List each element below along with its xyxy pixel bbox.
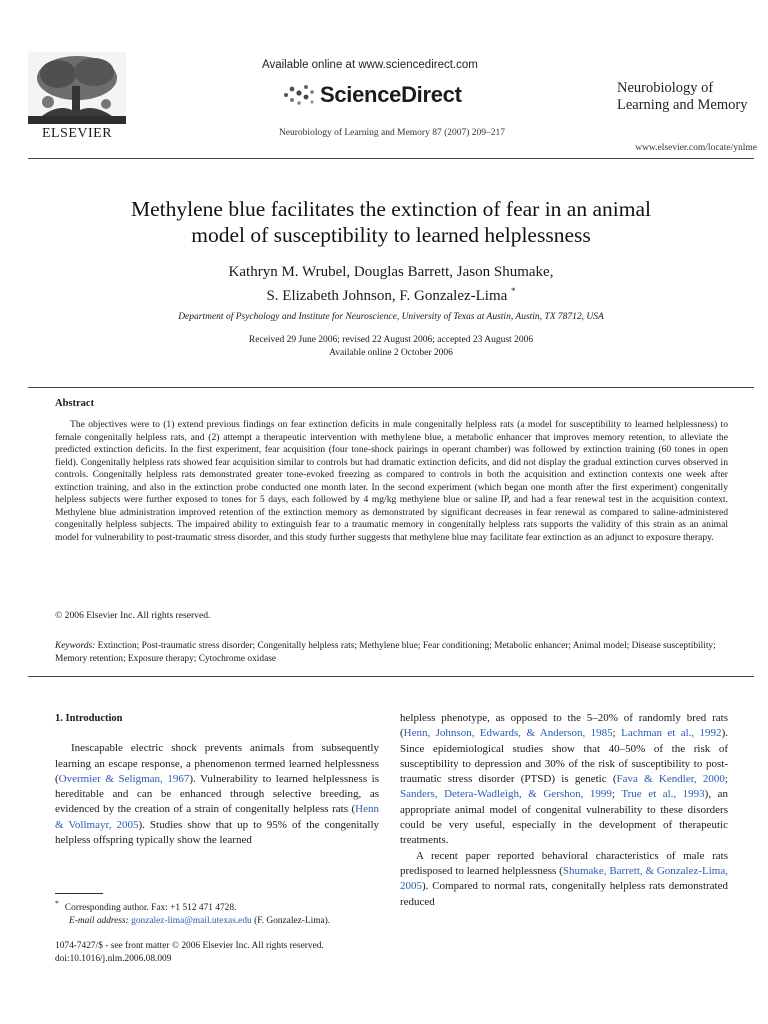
keywords — [55, 640, 728, 665]
sciencedirect-logo — [282, 80, 462, 110]
received-dates: Received 29 June 2006; revised 22 August 2006; accepted 23 August 2006 — [248, 335, 534, 345]
title-line2: model of susceptibility to learned helplessness — [191, 223, 591, 247]
elsevier-tree-logo — [28, 52, 126, 124]
footnote-divider — [55, 893, 103, 894]
journal-name-line2: Learning and Memory — [617, 97, 748, 113]
ref-shumake-2005[interactable]: Shumake, Barrett, & Gonzalez-Lima, 2005 — [400, 864, 728, 893]
affiliation: Department of Psychology and Institute for Neuroscience, University of Texas at Austin, Austin, TX 78712, USA — [178, 312, 604, 322]
abstract-text: The objectives were to (1) extend previous findings on fear extinction deficits in male congenitally helpless rats (a model for susceptibility to learned helplessness) to female congenitally helpless rats, and (2) attempt a therapeutic intervention with methylene blue, a metabolic enhancer that improves memory retention, to alleviate the predicted extinction deficits. In the first experiment, fear acquisition (four tone-shock pairings in operant chamber) was followed by extinction training (60 tones in open field). Congenitally helpless rats showed fear acquisition similar to controls but had dramatic extinction deficits, and did not display the gradual extinction curves observed in controls. Congenitally helpless rats demonstrated greater tone-evoked freezing as compared to controls in both the acquisition and extinction contexts one week after extinction training, and also in the extinction probe conducted one month later. In the second experiment (which began one month after the first experiment) congenitally helpless subjects were further exposed to tones for 5 days, each followed by 4 mg/kg methylene blue or saline IP, and had a fear renewal test in the acquisition context. Methylene blue administration improved retention of the extinction memory as demonstrated by significant decreases in fear renewal as compared to saline-administered congenitally helpless subjects. The impaired ability to extinguish fear to a traumatic memory in congenitally helpless rats supports the validity of this strain as an animal model for vulnerability to post-traumatic stress disorder, and this study further suggests that methylene blue may facilitate fear extinction as an adjunct to exposure therapy. — [55, 419, 728, 543]
header-divider — [28, 158, 754, 159]
author-email-link[interactable]: gonzalez-lima@mail.utexas.edu — [131, 915, 252, 926]
intro-paragraph-2: A recent paper reported behavioral characteristics of male rats predisposed to learned helplessness (Shumake, Barrett, & Gonzalez-Lima, 2005). Compared to normal rats, congenitally helpless rats demonstrated reduced — [400, 849, 728, 908]
authors-line2: S. Elizabeth Johnson, F. Gonzalez-Lima * — [266, 286, 516, 304]
abstract-copyright: © 2006 Elsevier Inc. All rights reserved. — [55, 610, 211, 621]
abstract-top-divider — [28, 387, 754, 388]
author-list — [80, 263, 702, 306]
ref-fava-kendler[interactable]: Fava & Kendler, 2000 — [616, 773, 725, 786]
section-heading-introduction: 1. Introduction — [55, 713, 123, 724]
intro-paragraph-1: Inescapable electric shock prevents animals from subsequently learning an escape response, a phenomenon termed learned helplessness (Overmier & Seligman, 1967). Vulnerability to learned helplessness is hereditable and can be enhanced through selective breeding, as evidenced by the creation of a strain of congenitally helpless rats (Henn & Vollmayr, 2005). Studies show that up to 95% of the congenitally helpless offspring typically show the learned — [55, 742, 379, 847]
authors-line1: Kathryn M. Wrubel, Douglas Barrett, Jason Shumake, — [228, 264, 554, 280]
journal-url[interactable]: www.elsevier.com/locate/ynlme — [635, 143, 757, 153]
right-column — [400, 711, 728, 910]
ref-sanders-1999[interactable]: Sanders, Detera-Wadleigh, & Gershon, 1999 — [400, 788, 612, 801]
publisher-name: ELSEVIER — [41, 126, 113, 141]
footnote-email: E-mail address: gonzalez-lima@mail.utexas.edu (F. Gonzalez-Lima). — [69, 915, 331, 926]
keywords-list: Extinction; Post-traumatic stress disorder; Congenitally helpless rats; Methylene blue; Fear conditioning; Metabolic enhancer; Animal model; Disease susceptibility; Memory retention; Exposure therapy; Cytochrome oxidase — [55, 641, 716, 664]
journal-citation: Neurobiology of Learning and Memory 87 (2007) 209–217 — [278, 128, 506, 138]
footnote-mark: * — [55, 899, 59, 908]
ref-henn-vollmayr[interactable]: Henn & Vollmayr, 2005 — [55, 803, 379, 831]
left-column — [55, 711, 379, 848]
abstract-bottom-divider — [28, 676, 754, 677]
corresponding-author-mark[interactable]: * — [511, 286, 516, 296]
article-title — [60, 196, 722, 248]
sciencedirect-dots-icon — [282, 83, 316, 107]
email-label: E-mail address: — [69, 915, 129, 926]
front-matter — [55, 940, 395, 965]
footnote-corresponding: * Corresponding author. Fax: +1 512 471 4728. — [55, 899, 237, 914]
intro-paragraph-1-continued: helpless phenotype, as opposed to the 5–20% of randomly bred rats (Henn, Johnson, Edwards, & Anderson, 1985; Lachman et al., 1992). Since epidemiological studies show that 40–50% of the risk of susceptibility to depression and 30% of the risk of susceptibility to post-traumatic stress disorder (PTSD) is genetic (Fava & Kendler, 2000; Sanders, Detera-Wadleigh, & Gershon, 1999; True et al., 1993), an appropriate animal model of congenital vulnerability to these disorders could be very useful, especially in the development of therapeutic treatments. — [400, 712, 729, 847]
issn-line: 1074-7427/$ - see front matter © 2006 Elsevier Inc. All rights reserved. — [55, 941, 324, 951]
ref-overmier-seligman[interactable]: Overmier & Seligman, 1967 — [58, 772, 190, 785]
ref-henn-1985[interactable]: Henn, Johnson, Edwards, & Anderson, 1985 — [403, 727, 613, 740]
ref-true-1993[interactable]: True et al., 1993 — [621, 788, 705, 801]
footnotes — [55, 898, 385, 927]
doi-line[interactable]: doi:10.1016/j.nlm.2006.08.009 — [55, 953, 172, 964]
title-line1: Methylene blue facilitates the extinction of fear in an animal — [131, 197, 651, 221]
abstract-body — [55, 419, 728, 544]
keywords-label: Keywords: — [55, 641, 96, 651]
journal-name — [617, 80, 757, 114]
ref-lachman-1992[interactable]: Lachman et al., 1992 — [621, 727, 722, 740]
article-dates — [140, 334, 642, 359]
sciencedirect-wordmark: ScienceDirect — [320, 82, 462, 107]
journal-name-line1: Neurobiology of — [617, 80, 714, 96]
available-online-text: Available online at www.sciencedirect.com — [262, 59, 478, 71]
available-date: Available online 2 October 2006 — [329, 347, 453, 358]
abstract-heading: Abstract — [55, 398, 95, 409]
